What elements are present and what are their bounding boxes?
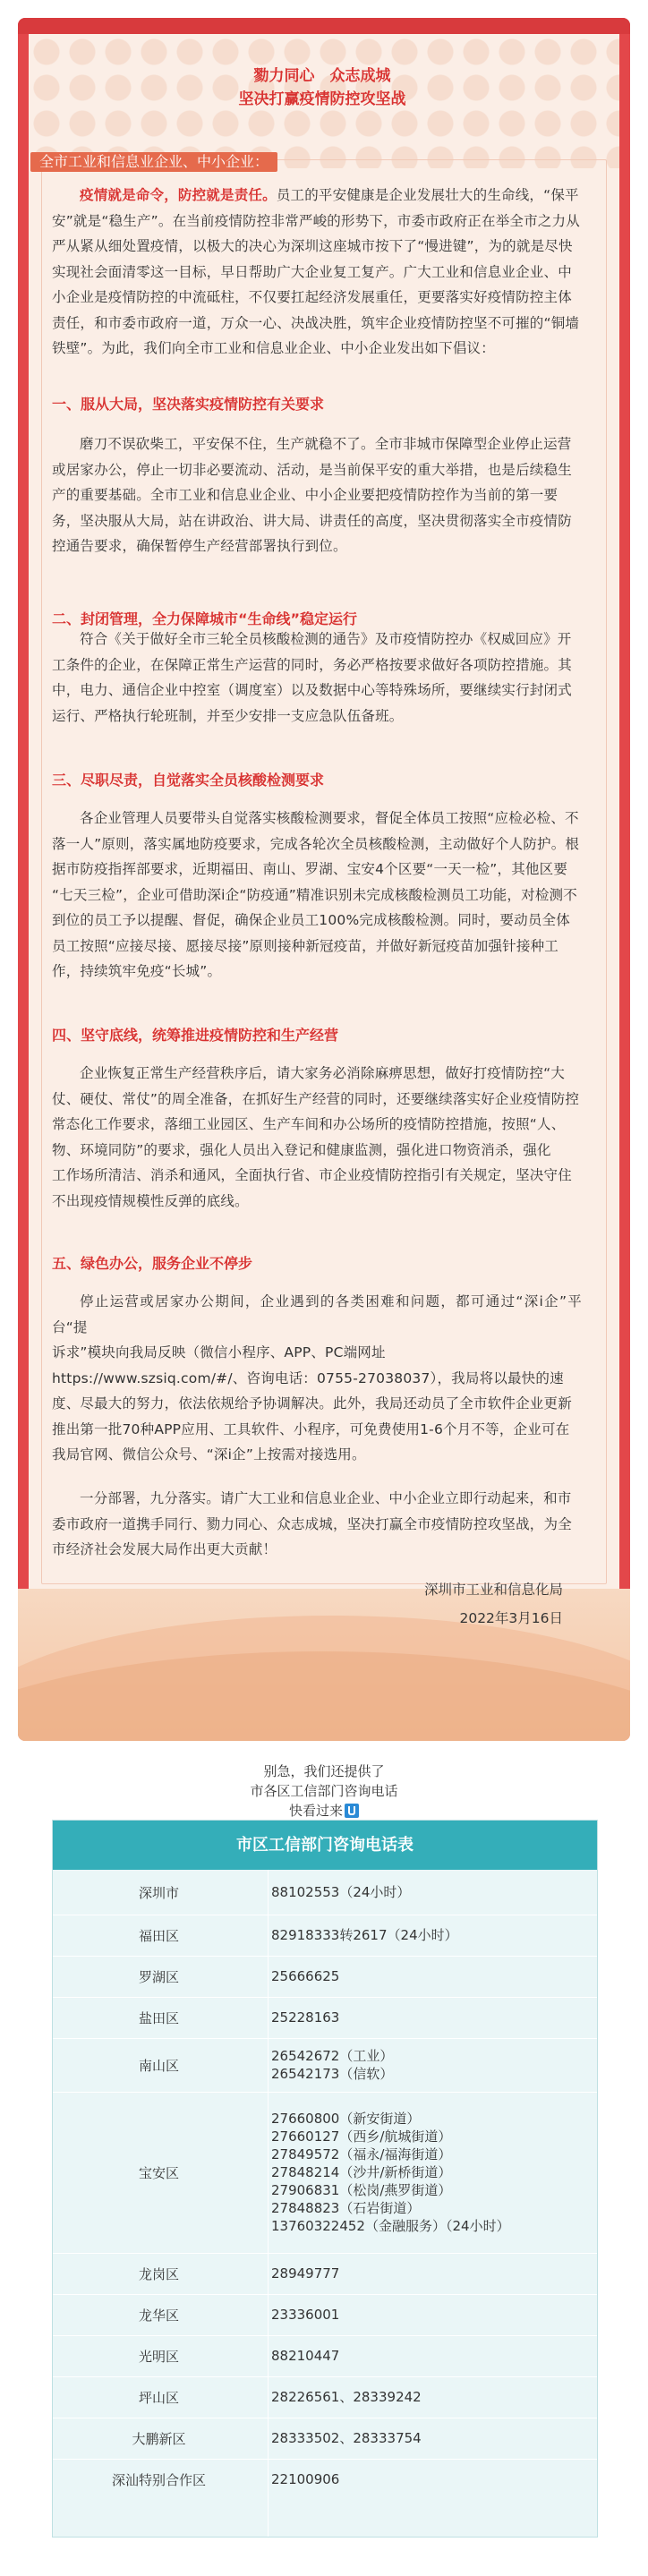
headline-line2: 坚决打赢疫情防控攻坚战: [238, 90, 406, 108]
signature-date: 2022年3月16日: [459, 1610, 563, 1626]
section-title-3: 三、尽职尽责，自觉落实全员核酸检测要求: [52, 772, 325, 789]
contact-table: [52, 1820, 598, 2538]
section-body-1: 磨刀不误砍柴工，平安保不住，生产就稳不了。全市非城市保障型企业停止运营 或居家办公，停止一切非必要流动、活动，是当前保平安的重大举措，也是后续稳生 产的重要基础。全市工业和信息业企业、中小企业要把疫情防控作为当前的第一要 务，坚决服从大局，站在讲政治、讲大局、讲责任的高度，坚决贯彻落实全市疫情防 控通告要求，确保暂停生产经营部署执行到位。: [52, 436, 572, 554]
table-title: 市区工信部门咨询电话表: [53, 1821, 597, 1870]
table-row: 盐田区 25228163: [53, 1997, 597, 2039]
section-body-2: 符合《关于做好全市三轮全员核酸检测的通告》及市疫情防控办《权威回应》开 工条件的企业，在保障正常生产运营的同时，务必严格按要求做好各项防控措施。其 中，电力、通信企业中控室（调度室）以及数据中心等特殊场所，要继续实行封闭式 运行、严格执行轮班制，并至少安排一支应急队伍备班。: [52, 631, 572, 724]
section-title-2: 二、封闭管理，全力保障城市“生命线”稳定运行: [52, 610, 358, 627]
section-body-4: 企业恢复正常生产经营秩序后，请大家务必消除麻痹思想，做好打疫情防控“大 仗、硬仗、常仗”的周全准备，在抓好生产经营的同时，还要继续落实好企业疫情防控 常态化工作要求，落细工业园区、生产车间和办公场所的疫情防控措施，按照“人、 物、环境同防”的要求，强化人员出入登记和健康监测，强化进口物资消杀，强化 工作场所清洁、消杀和通风，全面执行省、市企业疫情防控指引有关规定，坚决守住 不出现疫情规模性反弹的底线。: [52, 1065, 580, 1209]
section-title-1: 一、服从大局，坚决落实疫情防控有关要求: [52, 396, 325, 413]
table-row: 深汕特别合作区 22100906: [111, 2471, 340, 2488]
table-row: 坪山区 28226561、28339242: [53, 2376, 597, 2418]
section-body-5: 停止运营或居家办公期间，企业遇到的各类困难和问题，都可通过“深i企”平台“提 诉求”模块向我局反映（微信小程序、APP、PC端网址 https://www.szsiq.com/#/、咨询电话：0755-27038037），我局将以最快的速 度、尽最大的努力，依法依规给予协调解决。此外，我局还动员了全市软件企业更新 推出第一批70种APP应用、工具软件、小程序，可免费使用1-6个月不等，企业可在 我局官网、微信公众号、“深i企”上按需对接选用。: [52, 1293, 582, 1463]
headline-line1: 勠力同心 众志成城: [253, 67, 391, 85]
pointing-hand-icon: [345, 1804, 359, 1818]
table-row: 大鹏新区 28333502、28333754: [53, 2418, 597, 2460]
table-row: 深圳市 88102553（24小时）: [53, 1870, 597, 1915]
table-row: 福田区 82918333转2617（24小时）: [53, 1915, 597, 1957]
intro-highlight: 疫情就是命令，防控就是责任。: [80, 187, 277, 203]
table-row: 宝安区 27660800（新安街道） 27660127（西乡/航城街道） 27849572（福永/福海街道） 27848214（沙井/新桥街道） 27906831（松岗/燕罗街道） 27848823（石岩街道） 13760322452（金融服务）（24小时）: [53, 2092, 597, 2254]
table-row: 龙华区 23336001: [53, 2294, 597, 2336]
signature-org: 深圳市工业和信息化局: [423, 1582, 563, 1598]
table-row: 南山区 26542672（工业） 26542173（信软）: [53, 2038, 597, 2093]
section-body-3: 各企业管理人员要带头自觉落实核酸检测要求，督促全体员工按照“应检必检、不 落一人”原则，落实属地防疫要求，完成各轮次全员核酸检测，主动做好个人防护。根 据市防疫指挥部要求，近期福田、南山、罗湖、宝安4个区要“一天一检”，其他区要 “七天三检”，企业可借助深i企“防疫通”精准识别未完成核酸检测员工功能，对检测不 到位的员工予以提醒、督促，确保企业员工100%完成核酸检测。同时，要动员全体 员工按照“应接尽接、愿接尽接”原则接种新冠疫苗，并做好新冠疫苗加强针接种工 作，持续筑牢免疫“长城”。: [52, 810, 580, 979]
section-title-4: 四、坚守底线，统筹推进疫情防控和生产经营: [52, 1027, 339, 1044]
intro-paragraph: 疫情就是命令，防控就是责任。员工的平安健康是企业发展壮大的生命线，“保平 安”就是“稳生产”。在当前疫情防控非常严峻的形势下，市委市政府正在举全市之力从 严从紧从细处置疫情，以极大的决心为深圳这座城市按下了“慢进键”，为的就是尽快 实现社会面清零这一目标，早日帮助广大企业复工复产。广大工业和信息业企业、中 小企业是疫情防控的中流砥柱，不仅要扛起经济发展重任，更要落实好疫情防控主体 责任，和市委市政府一道，万众一心、决战决胜，筑牢企业疫情防控坚不可摧的“铜墙 铁壁”。为此，我们向全市工业和信息业企业、中小企业发出如下倡议：: [52, 187, 580, 356]
closing-paragraph: 一分部署，九分落实。请广大工业和信息业企业、中小企业立即行动起来，和市 委市政府一道携手同行、勠力同心、众志成城，坚决打赢全市疫情防控攻坚战，为全 市经济社会发展大局作出更大贡献！: [52, 1490, 572, 1557]
table-row: 光明区 88210447: [53, 2335, 597, 2377]
table-row: 罗湖区 25666625: [53, 1956, 597, 1998]
card-top-band: [18, 18, 630, 34]
middle-line-2: 市各区工信部门咨询电话: [250, 1783, 398, 1799]
section-title-5: 五、绿色办公，服务企业不停步: [52, 1255, 253, 1272]
middle-line-3: 快看过来: [0, 1801, 648, 1820]
audience-label: 全市工业和信息业企业、中小企业：: [30, 152, 277, 172]
table-row: 龙岗区 28949777: [53, 2253, 597, 2295]
middle-line-1: 别急，我们还提供了: [263, 1763, 385, 1779]
